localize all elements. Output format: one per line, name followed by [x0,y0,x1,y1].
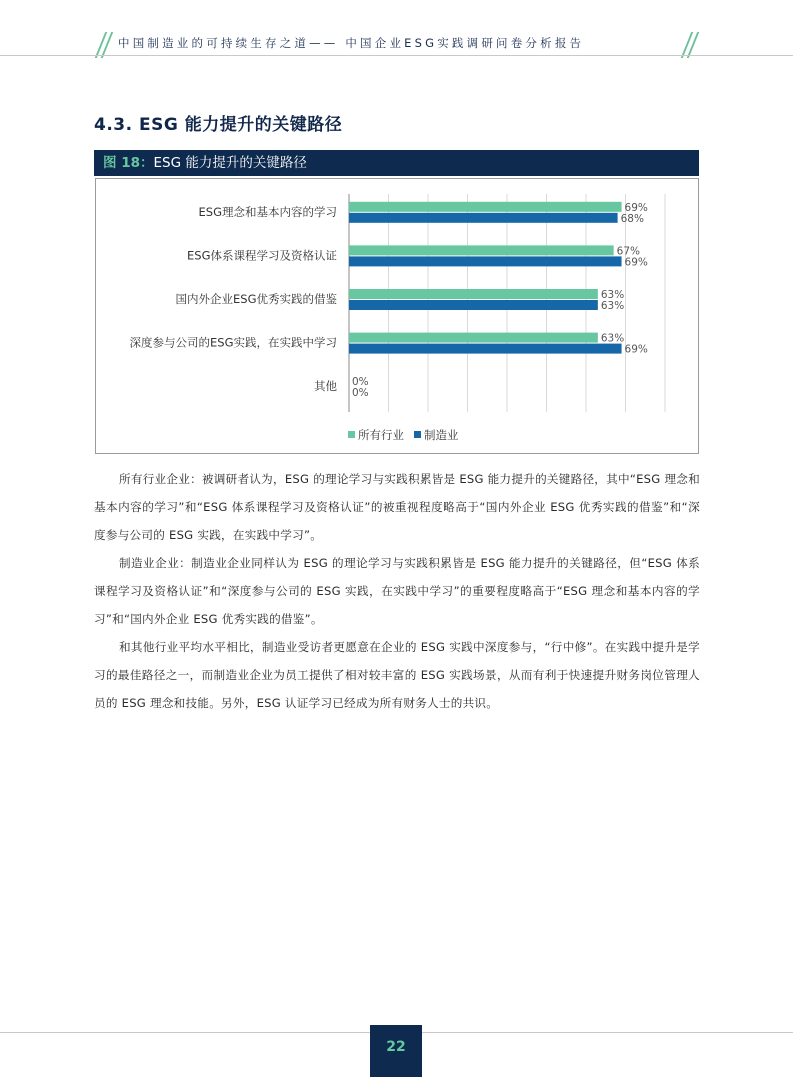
category-label: ESG理念和基本内容的学习 [198,204,337,219]
value-label: 68% [620,212,644,225]
legend-swatch [348,431,355,438]
bar-chart [96,179,698,453]
header-divider [0,55,793,56]
figure-number: 图 18： [103,155,154,171]
chart-legend [348,428,459,442]
value-label: 63% [600,289,625,301]
chart-category-labels [130,205,338,393]
paragraph-manufacturing: 制造业企业：制造业企业同样认为 ESG 的理论学习与实践积累皆是 ESG 能力提升的关键路径，但“ESG 体系课程学习及资格认证”和“深度参与公司的 ESG 实践，在实践中学习”的重要程度略高于“ESG 理念和基本内容的学习”和“国内外企业 ESG 优秀实践的借鉴”。 [94,556,700,626]
paragraph-comparison: 和其他行业平均水平相比，制造业受访者更愿意在企业的 ESG 实践中深度参与，“行中修”。在实践中提升是学习的最佳路径之一，而制造业企业为员工提供了相对较丰富的 ESG 实践场景，从而有利于快速提升财务岗位管理人员的 ESG 理念和技能。另外，ESG 认证学习已经成为所有财务人士的共识。 [94,640,700,710]
header-title: 中国制造业的可持续生存之道—— 中国企业ESG实践调研问卷分析报告 [118,36,585,50]
legend-label: 制造业 [424,428,459,442]
bar-all-industries [349,245,614,255]
value-label: 63% [600,332,625,345]
value-label: 69% [624,256,648,269]
bar-all-industries [349,202,622,212]
chart-frame [95,178,699,454]
section-title: 4.3. ESG 能力提升的关键路径 [94,115,343,135]
value-label: 67% [616,245,640,258]
value-label: 0% [352,376,369,389]
value-label: 63% [600,300,625,312]
paragraph-all-industries: 所有行业企业：被调研者认为，ESG 的理论学习与实践积累皆是 ESG 能力提升的关键路径，其中“ESG 理念和基本内容的学习”和“ESG 体系课程学习及资格认证”的被重视程度略高于“国内外企业 ESG 优秀实践的借鉴”和“深度参与公司的 ESG 实践，在实践中学习”。 [94,472,700,542]
chart-bars [349,202,625,354]
value-label: 69% [624,343,648,356]
category-label: 国内外企业ESG优秀实践的借鉴 [175,292,337,306]
bar-manufacturing [349,213,618,223]
value-label: 69% [624,201,648,214]
bar-manufacturing [349,256,622,266]
bar-manufacturing [349,344,622,354]
category-label: 其他 [314,379,337,394]
value-label: 0% [352,387,369,400]
category-label: 深度参与公司的ESG实践，在实践中学习 [129,335,337,350]
legend-label: 所有行业 [358,428,404,442]
figure-title: ESG 能力提升的关键路径 [153,155,307,171]
page-number: 22 [370,1025,422,1077]
figure-caption-bar [94,150,699,176]
category-label: ESG体系课程学习及资格认证 [187,248,337,263]
bar-all-industries [349,333,598,343]
bar-all-industries [349,289,598,299]
bar-manufacturing [349,300,598,310]
legend-swatch [414,431,421,438]
